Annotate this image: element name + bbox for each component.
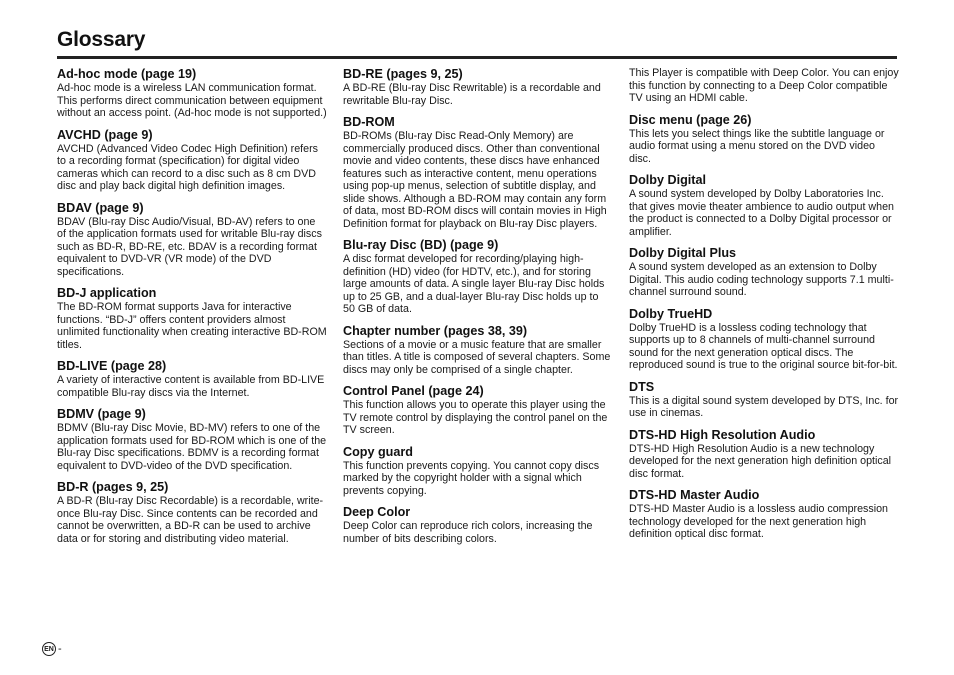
glossary-entry bbox=[57, 407, 327, 472]
page-footer bbox=[42, 642, 62, 656]
glossary-definition: A sound system developed as an extension to Dolby Digital. This audio coding technology supports 7.1 multi-channel surround sound. bbox=[629, 261, 894, 298]
glossary-entry bbox=[343, 324, 611, 377]
glossary-term: DTS bbox=[629, 379, 655, 394]
glossary-term: BD-J application bbox=[57, 286, 157, 300]
glossary-term: Control Panel (page 24) bbox=[343, 384, 484, 398]
glossary-definition: This Player is compatible with Deep Color. You can enjoy this function by connecting to a Deep Color compatible TV using an HDMI cable. bbox=[629, 67, 899, 104]
language-badge: EN bbox=[42, 642, 56, 656]
glossary-entry bbox=[629, 173, 899, 238]
glossary-term: DTS-HD Master Audio bbox=[629, 488, 760, 502]
glossary-entry bbox=[57, 286, 327, 351]
glossary-entry bbox=[57, 67, 327, 120]
glossary-definition: This lets you select things like the subtitle language or audio format using a menu stored on the DVD video disc. bbox=[629, 127, 885, 165]
glossary-definition: A variety of interactive content is available from BD-LIVE compatible Blu-ray discs via the Internet. bbox=[57, 374, 325, 399]
glossary-term: Dolby Digital Plus bbox=[629, 246, 737, 260]
glossary-entry bbox=[343, 445, 611, 498]
glossary-entry bbox=[629, 307, 899, 372]
glossary-definition: Deep Color can reproduce rich colors, increasing the number of bits describing colors. bbox=[343, 520, 593, 545]
glossary-column-1 bbox=[57, 67, 327, 553]
glossary-definition: A BD-RE (Blu-ray Disc Rewritable) is a recordable and rewritable Blu-ray Disc. bbox=[343, 82, 601, 107]
glossary-definition: This is a digital sound system developed by DTS, Inc. for use in cinemas. bbox=[629, 394, 899, 419]
glossary-term: AVCHD (page 9) bbox=[57, 127, 153, 142]
glossary-definition: A sound system developed by Dolby Laboratories Inc. that gives movie theater ambience to audio output when the product is connected to a Dolby Digital processor or amplifier. bbox=[629, 188, 894, 238]
glossary-definition: BDMV (Blu-ray Disc Movie, BD-MV) refers to one of the application formats used for BD-ROM which is one of the Blu-ray Disc specifications. BDMV is a recording format equivalent to DVD-video of the DVD specification. bbox=[57, 422, 327, 472]
glossary-definition: This function allows you to operate this player using the TV remote control by displaying the control panel on the TV screen. bbox=[343, 399, 608, 436]
glossary-term: Blu-ray Disc (BD) (page 9) bbox=[343, 238, 499, 252]
glossary-definition: DTS-HD Master Audio is a lossless audio compression technology developed for the next generation high definition optical disc format. bbox=[629, 503, 888, 540]
glossary-definition: The BD-ROM format supports Java for interactive functions. “BD-J” offers content providers almost unlimited functionality when creating interactive BD-ROM titles. bbox=[57, 301, 327, 351]
glossary-term: BD-LIVE (page 28) bbox=[57, 359, 167, 373]
glossary-entry bbox=[629, 67, 899, 105]
glossary-definition: A BD-R (Blu-ray Disc Recordable) is a recordable, write-once Blu-ray Disc. Since contents can be recorded and cannot be overwritten, a BD-R can be used to archive data or for storing and distributing video material. bbox=[57, 495, 324, 545]
glossary-term: BD-R (pages 9, 25) bbox=[57, 480, 169, 494]
glossary-column-3 bbox=[629, 67, 899, 549]
page-title: Glossary bbox=[57, 28, 146, 51]
title-divider bbox=[57, 56, 897, 59]
glossary-entry bbox=[57, 359, 327, 399]
glossary-entry bbox=[629, 113, 899, 166]
glossary-definition: DTS-HD High Resolution Audio is a new technology developed for the next generation high definition optical disc format. bbox=[629, 442, 892, 480]
glossary-term: BD-RE (pages 9, 25) bbox=[343, 67, 463, 81]
glossary-term: BD-ROM bbox=[343, 115, 395, 129]
glossary-term: Disc menu (page 26) bbox=[629, 112, 752, 127]
glossary-definition: BD-ROMs (Blu-ray Disc Read-Only Memory) are commercially produced discs. Other than conventional movie and video contents, these discs have enhanced features such as interactive content, menu operations using pop-up menus, selection of subtitle display, and slide shows. Although a BD-ROM may contain any form of data, most BD-ROM discs will contain movies in High Definition format for playback on Blu-ray Disc players. bbox=[343, 130, 607, 230]
glossary-term: Chapter number (pages 38, 39) bbox=[343, 323, 528, 338]
glossary-column-2 bbox=[343, 67, 611, 553]
glossary-definition: A disc format developed for recording/playing high-definition (HD) video (for HDTV, etc.), and for storing large amounts of data. A single layer Blu-ray Disc holds up to 25 GB, and a dual-layer Blu-ray Disc holds up to 50 GB of data. bbox=[343, 253, 605, 315]
glossary-term: Dolby TrueHD bbox=[629, 306, 713, 321]
glossary-term: Dolby Digital bbox=[629, 173, 706, 187]
glossary-term: Deep Color bbox=[343, 505, 411, 519]
glossary-term: BDMV (page 9) bbox=[57, 407, 146, 421]
glossary-entry bbox=[629, 380, 899, 420]
glossary-entry bbox=[57, 480, 327, 545]
glossary-entry bbox=[343, 115, 611, 230]
glossary-term: BDAV (page 9) bbox=[57, 200, 144, 215]
glossary-entry bbox=[343, 238, 611, 316]
glossary-term: Ad-hoc mode (page 19) bbox=[57, 67, 197, 81]
glossary-definition: Sections of a movie or a music feature that are smaller than titles. A title is composed of several chapters. Some discs may only be comprised of a single chapter. bbox=[343, 338, 611, 376]
glossary-entry bbox=[343, 505, 611, 545]
page-number: - bbox=[58, 643, 62, 655]
glossary-entry bbox=[57, 201, 327, 279]
glossary-term: DTS-HD High Resolution Audio bbox=[629, 427, 816, 442]
glossary-entry bbox=[57, 128, 327, 193]
glossary-definition: AVCHD (Advanced Video Codec High Definition) refers to a recording format (specification) for digital video cameras which can record to a disc such as 8 cm DVD disc and play back digital high definition images. bbox=[57, 142, 318, 192]
glossary-definition: BDAV (Blu-ray Disc Audio/Visual, BD-AV) refers to one of the application formats used for writable Blu-ray discs such as BD-R, BD-RE, etc. BDAV is a recording format equivalent to DVD-VR (VR mode) of the DVD specifications. bbox=[57, 215, 322, 278]
glossary-entry bbox=[343, 67, 611, 107]
glossary-entry bbox=[629, 246, 899, 299]
glossary-entry bbox=[629, 488, 899, 541]
glossary-definition: Ad-hoc mode is a wireless LAN communication format. This performs direct communication between equipment without an access point. (Ad-hoc mode is not supported.) bbox=[57, 82, 327, 119]
glossary-definition: This function prevents copying. You cannot copy discs marked by the copyright holder with a signal which prevents copying. bbox=[343, 459, 600, 497]
glossary-entry bbox=[343, 384, 611, 437]
glossary-entry bbox=[629, 428, 899, 481]
glossary-definition: Dolby TrueHD is a lossless coding technology that supports up to 8 channels of multi-channel surround sound for the next generation optical discs. The reproduced sound is true to the original source bit-for-bit. bbox=[629, 321, 898, 371]
glossary-term: Copy guard bbox=[343, 444, 413, 459]
